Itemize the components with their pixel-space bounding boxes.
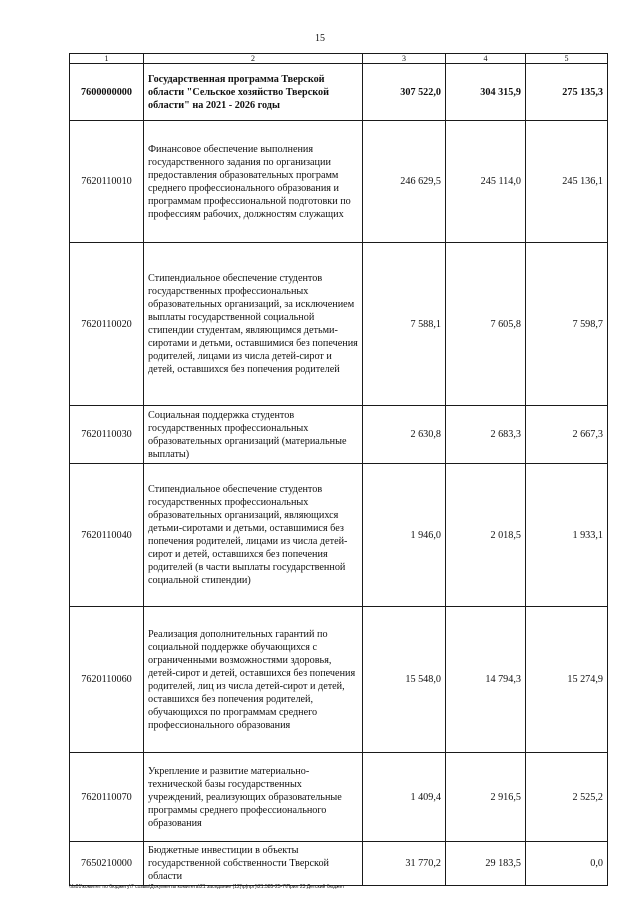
row-description: Стипендиальное обеспечение студентов государственных профессиональных образовательных организаций, являющихся детьми-сиротами и детьми, оставшимися без попечения родителей, лицами из числа детей-сирот и детей, оставшихся без попечения родителей (в части выплаты государственной социальной стипендии) xyxy=(144,464,363,607)
column-number-row xyxy=(70,54,608,64)
table-row xyxy=(70,753,608,842)
row-value-3: 2 667,3 xyxy=(526,406,608,464)
row-value-3: 245 136,1 xyxy=(526,121,608,243)
row-value-3: 275 135,3 xyxy=(526,64,608,121)
table-row xyxy=(70,607,608,753)
table-row xyxy=(70,464,608,607)
row-value-2: 2 683,3 xyxy=(446,406,526,464)
table-row xyxy=(70,842,608,886)
row-code: 7620110020 xyxy=(70,243,144,406)
row-description: Социальная поддержка студентов государственных профессиональных образовательных организаций (материальные выплаты) xyxy=(144,406,363,464)
row-description: Стипендиальное обеспечение студентов государственных профессиональных образовательных организаций, за исключением выплаты государственной социальной стипендии студентам, являющимся детьми-сиротами и детьми, оставшимися без попечения родителей, лицами из числа детей-сирот и детей, оставшихся без попечения родителей xyxy=(144,243,363,406)
row-value-3: 7 598,7 xyxy=(526,243,608,406)
table-row xyxy=(70,406,608,464)
row-value-2: 304 315,9 xyxy=(446,64,526,121)
row-value-2: 2 018,5 xyxy=(446,464,526,607)
row-value-3: 0,0 xyxy=(526,842,608,886)
column-number: 2 xyxy=(144,54,363,64)
row-value-1: 246 629,5 xyxy=(363,121,446,243)
row-value-1: 15 548,0 xyxy=(363,607,446,753)
table-row xyxy=(70,121,608,243)
footer-file-path: \\fs01\комитет по бюджету\7 созыв\Документы комитета\21 заседание (12)\р(прт)\21.585-25-7\Прил 23 Детский бюджет xyxy=(69,884,345,890)
budget-table xyxy=(69,53,608,886)
row-value-3: 1 933,1 xyxy=(526,464,608,607)
row-value-1: 307 522,0 xyxy=(363,64,446,121)
row-value-2: 7 605,8 xyxy=(446,243,526,406)
row-code: 7650210000 xyxy=(70,842,144,886)
table-row xyxy=(70,64,608,121)
row-code: 7620110070 xyxy=(70,753,144,842)
column-number: 5 xyxy=(526,54,608,64)
row-value-1: 1 409,4 xyxy=(363,753,446,842)
row-value-1: 7 588,1 xyxy=(363,243,446,406)
row-value-1: 31 770,2 xyxy=(363,842,446,886)
row-code: 7620110030 xyxy=(70,406,144,464)
row-description: Бюджетные инвестиции в объекты государственной собственности Тверской области xyxy=(144,842,363,886)
row-value-3: 2 525,2 xyxy=(526,753,608,842)
row-description: Укрепление и развитие материально-технической базы государственных учреждений, реализующих образовательные программы среднего профессионального образования xyxy=(144,753,363,842)
row-value-2: 14 794,3 xyxy=(446,607,526,753)
row-value-2: 245 114,0 xyxy=(446,121,526,243)
table-row xyxy=(70,243,608,406)
row-description: Государственная программа Тверской области "Сельское хозяйство Тверской области" на 2021 - 2026 годы xyxy=(144,64,363,121)
row-code: 7620110040 xyxy=(70,464,144,607)
row-description: Финансовое обеспечение выполнения государственного задания по организации предоставления образовательных программ среднего профессионального образования и программам профессиональной подготовки по профессиям рабочих, должностям служащих xyxy=(144,121,363,243)
row-code: 7620110010 xyxy=(70,121,144,243)
column-number: 3 xyxy=(363,54,446,64)
row-value-3: 15 274,9 xyxy=(526,607,608,753)
column-number: 1 xyxy=(70,54,144,64)
row-value-2: 2 916,5 xyxy=(446,753,526,842)
page-number: 15 xyxy=(315,33,325,44)
column-number: 4 xyxy=(446,54,526,64)
row-value-2: 29 183,5 xyxy=(446,842,526,886)
row-value-1: 2 630,8 xyxy=(363,406,446,464)
row-code: 7620110060 xyxy=(70,607,144,753)
row-code: 7600000000 xyxy=(70,64,144,121)
row-description: Реализация дополнительных гарантий по социальной поддержке обучающихся с ограниченными возможностями здоровья, детей-сирот и детей, оставшихся без попечения родителей, лиц из числа детей-сирот и детей, оставшихся без попечения родителей, обучающихся по программам среднего профессионального образования xyxy=(144,607,363,753)
row-value-1: 1 946,0 xyxy=(363,464,446,607)
